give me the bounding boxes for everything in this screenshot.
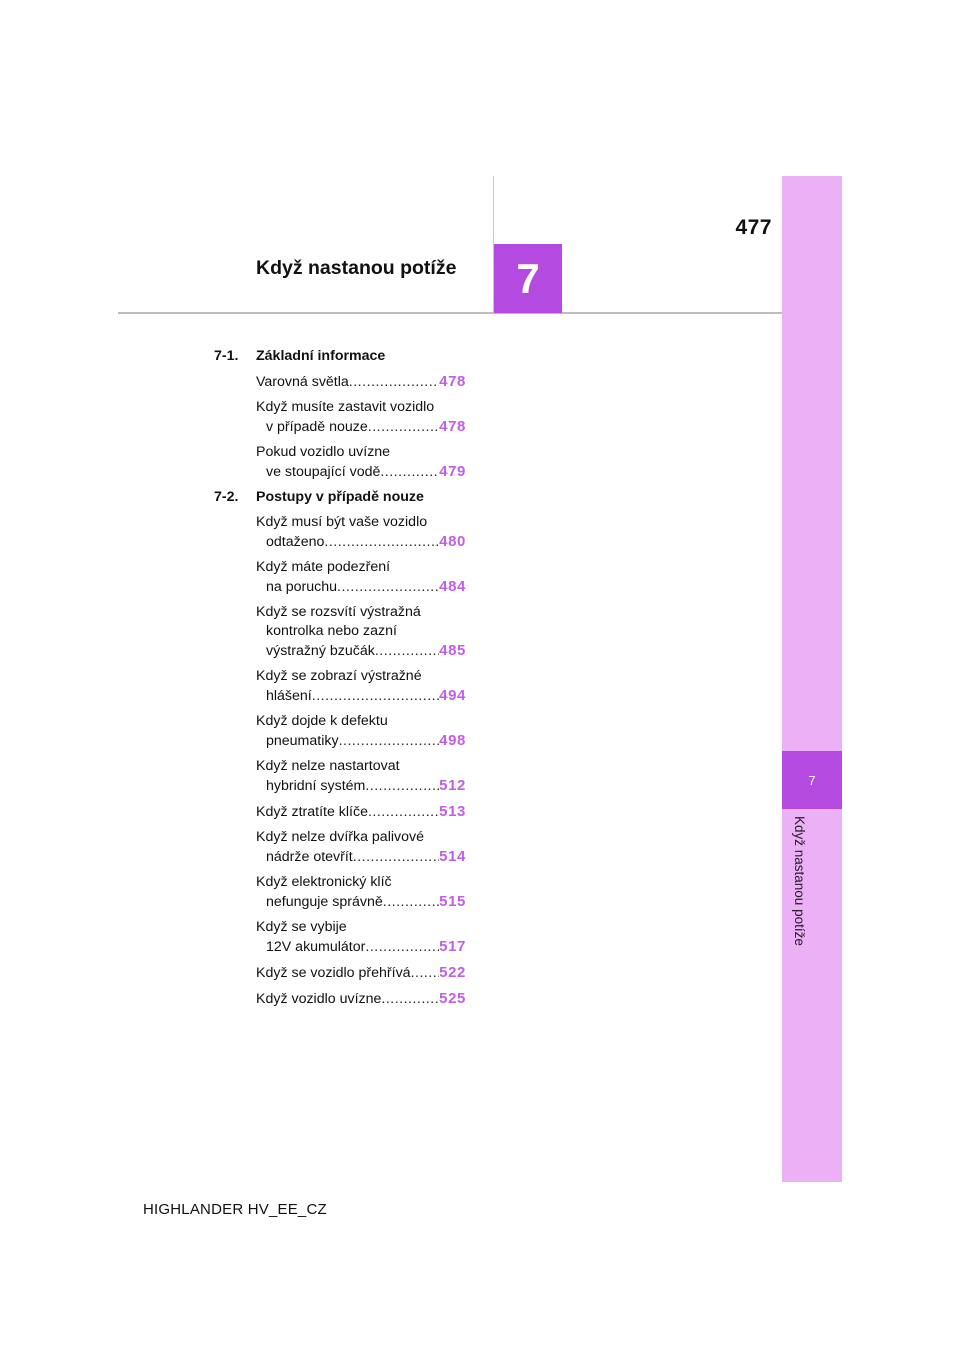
toc-entry[interactable] (256, 667, 466, 706)
chapter-number-box: 7 (494, 244, 562, 313)
toc-page-link[interactable]: 517 (439, 938, 466, 955)
toc-entry[interactable] (256, 828, 466, 867)
toc-entry[interactable] (256, 398, 466, 437)
footer-model-code: HIGHLANDER HV_EE_CZ (143, 1201, 327, 1218)
toc-entry-line (256, 892, 466, 912)
toc-entry-line (256, 989, 466, 1009)
dot-leader (339, 732, 440, 751)
toc-page-link[interactable]: 485 (439, 642, 466, 659)
toc-entry-text: Když musí být vaše vozidlo (256, 514, 428, 530)
toc-entry-line (256, 417, 466, 437)
toc-entry-text: Když nelze nastartovat (256, 758, 400, 774)
toc-page-link[interactable]: 479 (439, 463, 466, 480)
toc-entry-text: v případě nouze (266, 419, 368, 435)
dot-leader (312, 687, 439, 706)
toc-entry-line (256, 462, 466, 482)
toc-entry[interactable] (256, 757, 466, 796)
dot-leader (353, 848, 439, 867)
dot-leader (365, 938, 439, 957)
toc-entry-line (256, 641, 466, 661)
section-title: Postupy v případě nouze (256, 489, 424, 505)
dot-leader (368, 418, 439, 437)
toc-page-link[interactable]: 484 (439, 578, 466, 595)
toc-page-link[interactable]: 515 (439, 893, 466, 910)
toc-entry-line (256, 372, 466, 392)
toc-entry-text: výstražný bzučák (266, 643, 375, 659)
toc-entry-text: Když musíte zastavit vozidlo (256, 399, 435, 415)
dot-leader (411, 964, 440, 983)
side-index-strip (782, 176, 842, 1182)
toc-entry-text: Když se rozsvítí výstražná (256, 604, 421, 620)
toc-entry-text: Pokud vozidlo uvízne (256, 444, 391, 460)
dot-leader (365, 777, 439, 796)
table-of-contents (214, 347, 474, 1015)
toc-entry-text: odtaženo (266, 534, 325, 550)
toc-page-link[interactable]: 494 (439, 687, 466, 704)
toc-entry-text: hybridní systém (266, 778, 366, 794)
toc-entry-text: Když vozidlo uvízne (256, 991, 382, 1007)
toc-entry[interactable] (256, 989, 466, 1009)
toc-entry-text: 12V akumulátor (266, 939, 366, 955)
toc-entry-line (256, 532, 466, 552)
toc-entry-line (256, 776, 466, 796)
dot-leader (380, 463, 439, 482)
toc-entry[interactable] (256, 603, 466, 661)
toc-page-link[interactable]: 498 (439, 732, 466, 749)
toc-section-heading (214, 347, 474, 366)
dot-leader (324, 533, 439, 552)
toc-entry-text: hlášení (266, 688, 312, 704)
toc-entry-text: Když dojde k defektu (256, 713, 388, 729)
toc-entry-text: Když se vozidlo přehřívá (256, 965, 411, 981)
toc-entry[interactable] (256, 802, 466, 822)
toc-entry-text: nefunguje správně (266, 894, 383, 910)
toc-page-link[interactable]: 525 (439, 990, 466, 1007)
toc-page-link[interactable]: 514 (439, 848, 466, 865)
side-chapter-label: Když nastanou potíže (792, 816, 807, 946)
dot-leader (383, 893, 439, 912)
toc-entry-line (256, 686, 466, 706)
toc-section-heading (214, 488, 474, 507)
toc-entry[interactable] (256, 513, 466, 552)
toc-page-link[interactable]: 522 (439, 964, 466, 981)
page-number: 477 (735, 216, 772, 239)
toc-entry[interactable] (256, 873, 466, 912)
toc-entry-line (256, 577, 466, 597)
toc-entry-text: Když nelze dvířka palivové (256, 829, 424, 845)
dot-leader (368, 803, 439, 822)
toc-entry[interactable] (256, 372, 466, 392)
toc-entry-text: ve stoupající vodě (266, 464, 381, 480)
toc-entry-text: Když máte podezření (256, 559, 391, 575)
toc-entry-line (256, 937, 466, 957)
dot-leader (349, 373, 439, 392)
toc-entry-text: na poruchu (266, 579, 337, 595)
toc-entry[interactable] (256, 918, 466, 957)
dot-leader (375, 642, 439, 661)
toc-entry[interactable] (256, 558, 466, 597)
section-title: Základní informace (256, 348, 386, 364)
toc-entry-text: nádrže otevřít (266, 849, 353, 865)
toc-entry-text: Když se vybije (256, 919, 347, 935)
toc-page-link[interactable]: 512 (439, 777, 466, 794)
toc-page-link[interactable]: 478 (439, 373, 466, 390)
dot-leader (337, 578, 439, 597)
toc-entry-line (256, 847, 466, 867)
toc-entry[interactable] (256, 443, 466, 482)
header-divider (118, 312, 782, 314)
toc-entry[interactable] (256, 963, 466, 983)
toc-entry-text: kontrolka nebo zazní (266, 623, 397, 639)
toc-page-link[interactable]: 513 (439, 803, 466, 820)
toc-entry-text: Když elektronický klíč (256, 874, 392, 890)
section-number: 7-1. (214, 348, 239, 364)
toc-entry-line (256, 731, 466, 751)
toc-entry-text: Když ztratíte klíče (256, 804, 368, 820)
section-number: 7-2. (214, 489, 239, 505)
chapter-title: Když nastanou potíže (256, 257, 457, 279)
toc-entry[interactable] (256, 712, 466, 751)
toc-page-link[interactable]: 480 (439, 533, 466, 550)
toc-page-link[interactable]: 478 (439, 418, 466, 435)
toc-entry-text: pneumatiky (266, 733, 339, 749)
toc-entry-line (256, 963, 466, 983)
toc-entry-text: Když se zobrazí výstražné (256, 668, 422, 684)
toc-entry-text: Varovná světla (256, 374, 349, 390)
toc-entry-line (256, 802, 466, 822)
side-chapter-tab[interactable]: 7 (782, 751, 842, 809)
dot-leader (381, 990, 439, 1009)
